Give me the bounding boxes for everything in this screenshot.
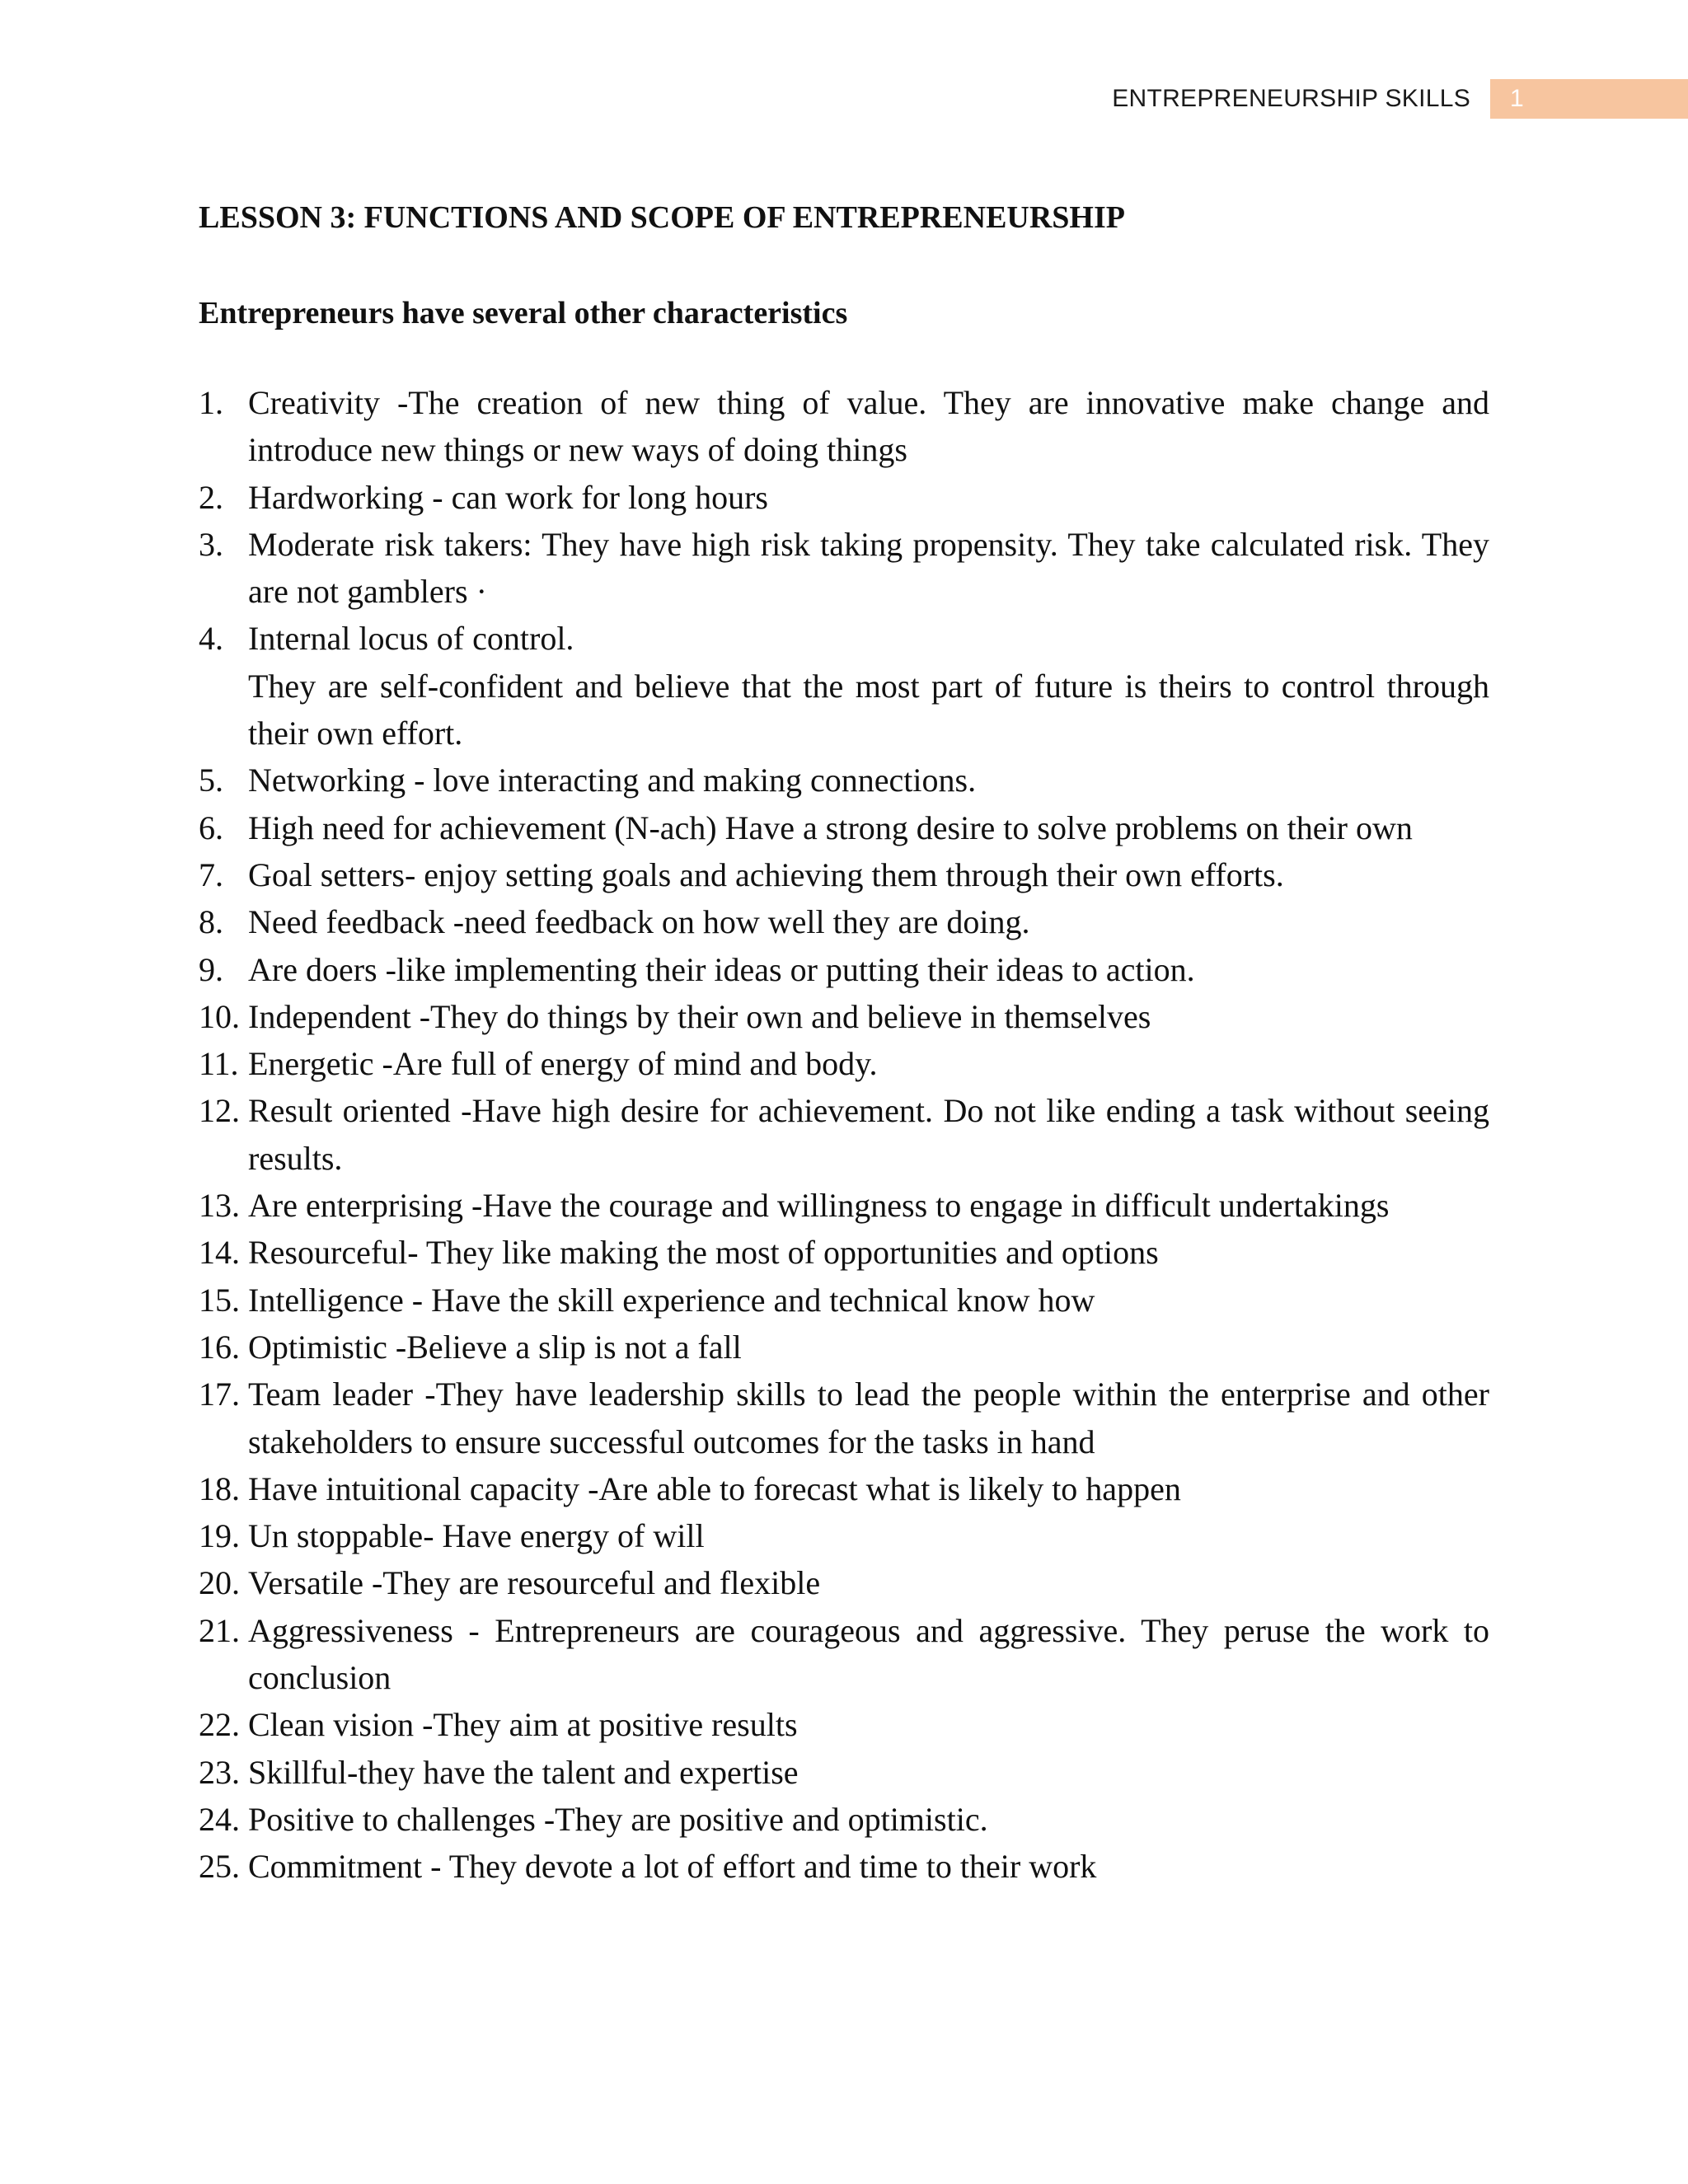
list-item-text: Goal setters- enjoy setting goals and achieving them through their own efforts. [248, 855, 1284, 893]
list-item-text: Versatile -They are resourceful and flexible [248, 1564, 821, 1602]
list-item-body [248, 1701, 1489, 1748]
list-item-number: 16. [199, 1328, 240, 1366]
list-item-body [248, 898, 1489, 945]
list-item [199, 1465, 1489, 1512]
list-item [199, 474, 1489, 521]
list-item-number: 21. [199, 1611, 240, 1649]
list-item-number: 2. [199, 478, 223, 516]
list-item-body [248, 804, 1489, 851]
list-item-body [248, 1512, 1489, 1559]
list-item [199, 1749, 1489, 1796]
list-item-text: Result oriented -Have high desire for achievement. Do not like ending a task without seeing results. [248, 1092, 1489, 1177]
list-item [199, 898, 1489, 945]
list-item-number: 18. [199, 1469, 240, 1507]
list-item-number: 7. [199, 855, 223, 893]
list-item-text: Energetic -Are full of energy of mind and body. [248, 1045, 878, 1083]
list-item [199, 1371, 1489, 1465]
list-item-text: Team leader -They have leadership skills to lead the people within the enterprise and other stakeholders to ensure successful outcomes for the tasks in hand [248, 1376, 1489, 1460]
list-item-text: Skillful-they have the talent and expertise [248, 1753, 799, 1791]
list-item [199, 851, 1489, 898]
list-item-body [248, 1229, 1489, 1276]
list-item-text: Need feedback -need feedback on how well they are doing. [248, 903, 1030, 941]
section-heading: Entrepreneurs have several other characteristics [199, 296, 848, 330]
list-item-body [248, 1559, 1489, 1606]
list-item-number: 25. [199, 1848, 240, 1886]
list-item-number: 17. [199, 1376, 240, 1413]
list-item [199, 1843, 1489, 1890]
list-item-number: 19. [199, 1517, 240, 1555]
page-header [1112, 79, 1688, 119]
list-item-number: 15. [199, 1281, 240, 1319]
list-item-number: 8. [199, 903, 223, 941]
list-item-body [248, 757, 1489, 804]
list-item [199, 946, 1489, 993]
list-item [199, 615, 1489, 757]
list-item-number: 1. [199, 384, 223, 421]
list-item [199, 757, 1489, 804]
list-item [199, 1182, 1489, 1229]
list-item-text: High need for achievement (N-ach) Have a strong desire to solve problems on their own [248, 808, 1413, 846]
list-item-body [248, 379, 1489, 474]
list-item-text: Aggressiveness - Entrepreneurs are courageous and aggressive. They peruse the work to conclusion [248, 1611, 1489, 1697]
list-item-body [248, 1324, 1489, 1371]
list-item-body [248, 1277, 1489, 1324]
list-item-body [248, 1040, 1489, 1087]
list-item-text: Positive to challenges -They are positive and optimistic. [248, 1800, 988, 1838]
lesson-title: LESSON 3: FUNCTIONS AND SCOPE OF ENTREPRENEURSHIP [199, 200, 1125, 235]
document-body [199, 194, 1489, 1891]
list-item-number: 5. [199, 762, 223, 799]
page-number: 1 [1490, 79, 1688, 119]
list-item-text: Are enterprising -Have the courage and willingness to engage in difficult undertakings [248, 1187, 1390, 1225]
list-item-text: Un stoppable- Have energy of will [248, 1517, 705, 1555]
list-item-text: Clean vision -They aim at positive results [248, 1706, 798, 1744]
list-item [199, 993, 1489, 1040]
list-item-number: 14. [199, 1234, 240, 1272]
list-item-body [248, 946, 1489, 993]
list-item-body [248, 1796, 1489, 1843]
list-item-number: 22. [199, 1706, 240, 1744]
list-item-body [248, 521, 1489, 616]
list-item-body [248, 1607, 1489, 1702]
list-item [199, 1277, 1489, 1324]
list-item-text: Have intuitional capacity -Are able to forecast what is likely to happen [248, 1469, 1181, 1507]
list-item [199, 1701, 1489, 1748]
list-item-number: 9. [199, 950, 223, 988]
list-item [199, 1796, 1489, 1843]
list-item-number: 12. [199, 1092, 240, 1130]
list-item [199, 1512, 1489, 1559]
list-item-number: 4. [199, 620, 223, 658]
list-item [199, 521, 1489, 616]
list-item-text: Moderate risk takers: They have high risk taking propensity. They take calculated risk. They are not gamblers · [248, 525, 1489, 611]
list-item-body [248, 474, 1489, 521]
list-item-text: Intelligence - Have the skill experience and technical know how [248, 1281, 1095, 1319]
list-item-text: Hardworking - can work for long hours [248, 478, 768, 516]
list-item [199, 804, 1489, 851]
list-item-body [248, 1087, 1489, 1182]
list-item-body [248, 1182, 1489, 1229]
list-item-subtext: They are self-confident and believe that the most part of future is theirs to control through their own effort. [248, 667, 1489, 752]
list-item-number: 13. [199, 1187, 240, 1225]
running-head: ENTREPRENEURSHIP SKILLS [1112, 85, 1470, 112]
list-item-text: Resourceful- They like making the most of opportunities and options [248, 1234, 1159, 1272]
list-item-number: 3. [199, 525, 223, 563]
list-item-text: Are doers -like implementing their ideas or putting their ideas to action. [248, 950, 1195, 988]
list-item [199, 1229, 1489, 1276]
list-item-number: 10. [199, 997, 240, 1035]
list-item-body [248, 1465, 1489, 1512]
list-item-text: Optimistic -Believe a slip is not a fall [248, 1328, 742, 1366]
list-item-text: Internal locus of control. [248, 620, 574, 658]
list-item [199, 1559, 1489, 1606]
characteristics-list [199, 379, 1489, 1891]
list-item-text: Creativity -The creation of new thing of value. They are innovative make change and introduce new things or new ways of doing things [248, 384, 1489, 469]
list-item [199, 1087, 1489, 1182]
list-item-body [248, 615, 1489, 757]
list-item-body [248, 1371, 1489, 1465]
list-item-number: 11. [199, 1045, 239, 1083]
list-item-text: Independent -They do things by their own and believe in themselves [248, 997, 1151, 1035]
list-item-number: 24. [199, 1800, 240, 1838]
list-item-number: 23. [199, 1753, 240, 1791]
list-item-number: 20. [199, 1564, 240, 1602]
list-item-text: Networking - love interacting and making connections. [248, 762, 977, 799]
list-item [199, 1040, 1489, 1087]
list-item-text: Commitment - They devote a lot of effort and time to their work [248, 1848, 1097, 1886]
list-item-body [248, 993, 1489, 1040]
list-item-body [248, 851, 1489, 898]
list-item-body [248, 1843, 1489, 1890]
list-item [199, 379, 1489, 474]
list-item [199, 1607, 1489, 1702]
list-item-number: 6. [199, 808, 223, 846]
list-item-body [248, 1749, 1489, 1796]
list-item [199, 1324, 1489, 1371]
